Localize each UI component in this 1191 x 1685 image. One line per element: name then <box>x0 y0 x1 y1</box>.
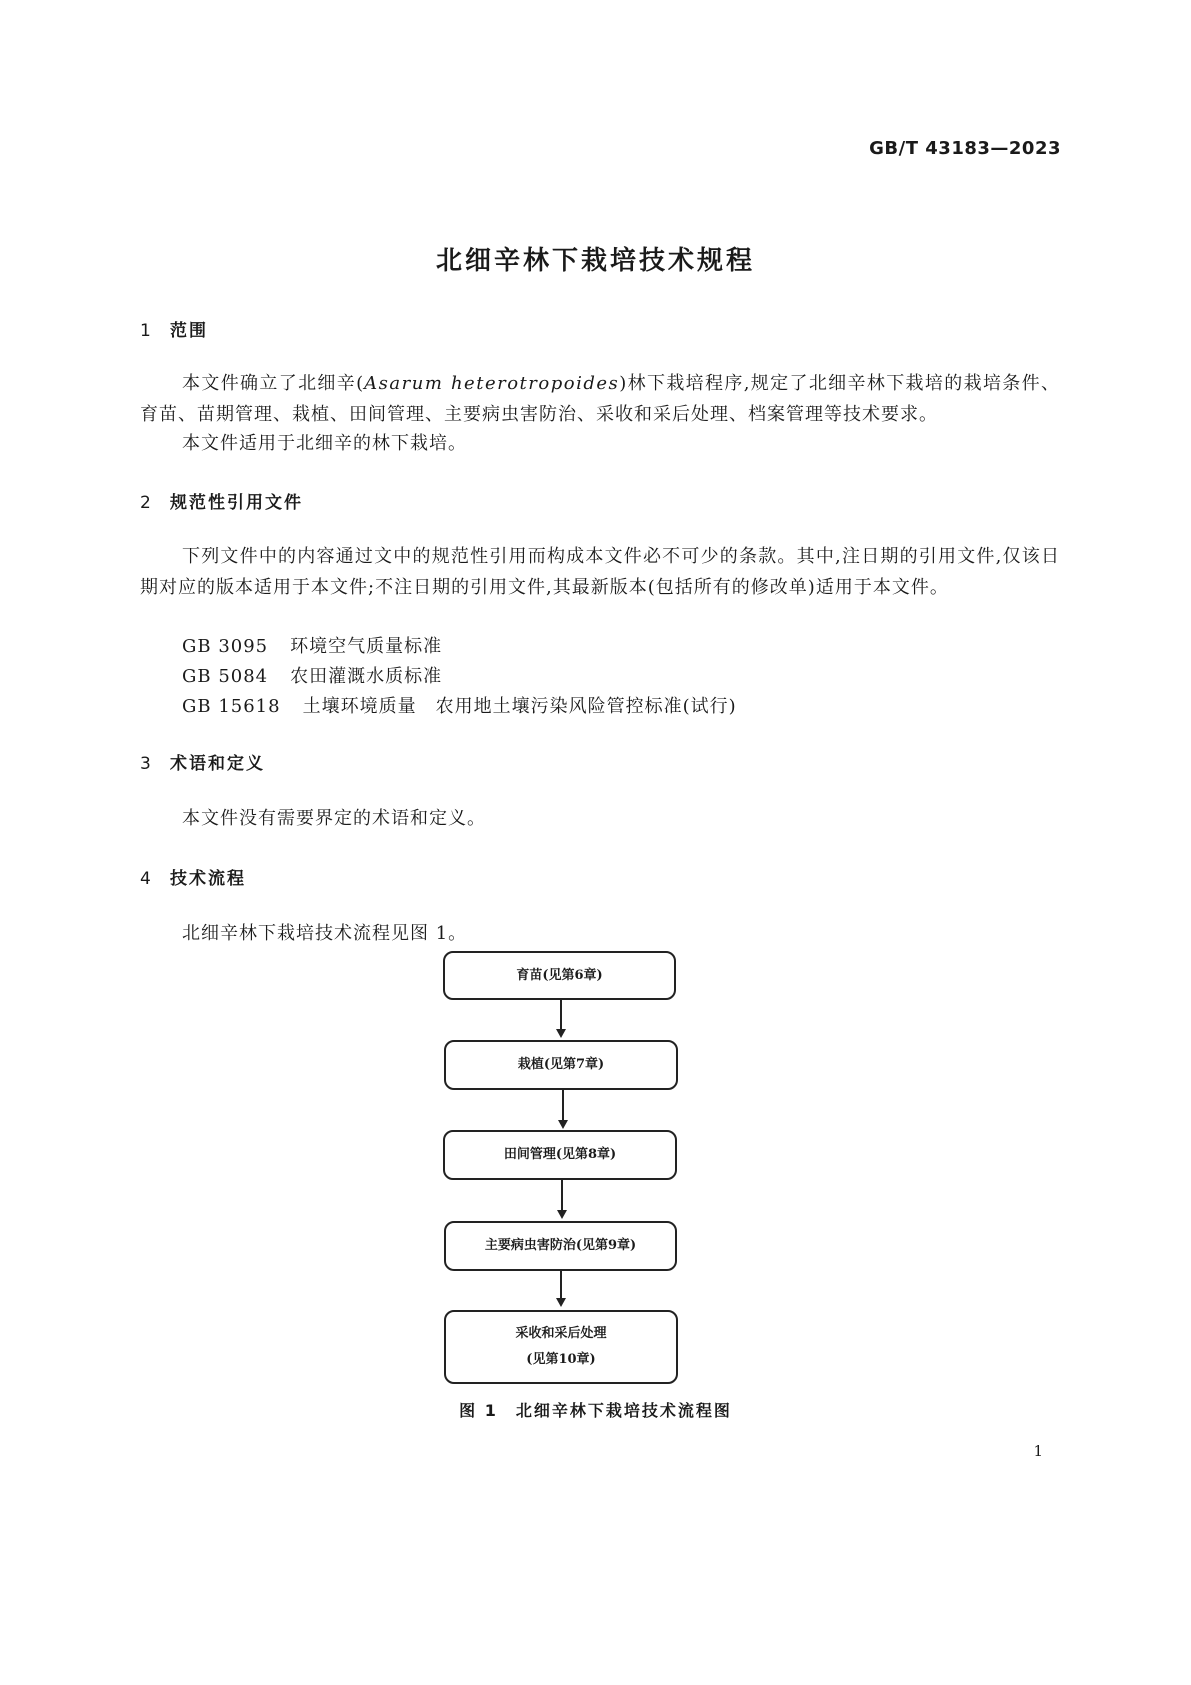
flow-step-pest-control <box>444 1221 677 1271</box>
flow-arrow-line <box>560 1000 562 1030</box>
scope-paragraph-2: 本文件适用于北细辛的林下栽培。 <box>182 433 467 454</box>
flow-arrow-line <box>560 1271 562 1299</box>
arrow-down-icon <box>556 1029 566 1038</box>
section-heading-2 <box>140 488 303 513</box>
standard-code: GB/T 43183—2023 <box>869 138 1061 159</box>
section-heading-3 <box>140 749 265 774</box>
flow-step-label: 采收和采后处理 <box>515 1326 607 1341</box>
arrow-down-icon <box>556 1298 566 1307</box>
flow-step-label: 田间管理(见第8章) <box>503 1147 617 1162</box>
reference-code: GB 5084 <box>182 666 269 687</box>
arrow-down-icon <box>558 1120 568 1129</box>
section-title: 技术流程 <box>170 869 246 889</box>
flow-step-field-management <box>443 1130 677 1180</box>
section-title: 范围 <box>170 321 208 341</box>
flow-step-label: 育苗(见第6章) <box>516 967 603 983</box>
flow-step-label-2: (见第10章) <box>526 1352 596 1367</box>
figure-title: 北细辛林下栽培技术流程图 <box>515 1401 732 1420</box>
scope-text-before: 本文件确立了北细辛( <box>182 373 365 394</box>
flow-step-nursery <box>443 951 676 1000</box>
page-number: 1 <box>1033 1442 1043 1460</box>
reference-title: 环境空气质量标准 <box>290 636 443 657</box>
terms-paragraph: 本文件没有需要界定的术语和定义。 <box>182 808 486 829</box>
latin-name: Asarum heterotropoides <box>364 373 620 394</box>
section-heading-1 <box>140 316 208 341</box>
section-number: 2 <box>140 493 153 513</box>
flow-arrow-line <box>561 1180 563 1211</box>
reference-title: 土壤环境质量 农用地土壤污染风险管控标准(试行) <box>302 696 737 717</box>
reference-title: 农田灌溉水质标准 <box>290 666 443 687</box>
section-number: 4 <box>140 869 153 889</box>
section-heading-4 <box>140 864 246 889</box>
reference-item <box>182 662 442 688</box>
section-title: 规范性引用文件 <box>170 493 303 513</box>
document-title: 北细辛林下栽培技术规程 <box>435 246 755 276</box>
arrow-down-icon <box>557 1210 567 1219</box>
scope-text-after: )林下栽培程序,规定了北细辛林下栽培的栽培条件、育苗、苗期管理、栽植、田间管理、主要病虫害防治、采收和采后处理、档案管理等技术要求。 <box>140 373 1060 425</box>
reference-code: GB 15618 <box>182 696 281 717</box>
flow-step-harvest <box>444 1310 678 1384</box>
figure-caption <box>0 1398 1191 1421</box>
flow-arrow-line <box>562 1090 564 1121</box>
flow-step-planting <box>444 1040 678 1090</box>
flow-step-label: 栽植(见第7章) <box>517 1057 605 1072</box>
section-number: 3 <box>140 754 153 774</box>
figure-label: 图 1 <box>459 1401 498 1420</box>
process-intro: 北细辛林下栽培技术流程见图 1。 <box>182 923 468 944</box>
section-title: 术语和定义 <box>170 754 265 774</box>
normative-intro: 下列文件中的内容通过文中的规范性引用而构成本文件必不可少的条款。其中,注日期的引用文件,仅该日期对应的版本适用于本文件;不注日期的引用文件,其最新版本(包括所有的修改单)适用于本文件。 <box>140 546 1060 598</box>
section-number: 1 <box>140 321 153 341</box>
reference-item <box>182 632 442 658</box>
scope-paragraph-1 <box>140 368 1060 430</box>
reference-code: GB 3095 <box>182 636 269 657</box>
reference-item <box>182 692 737 718</box>
flow-step-label: 主要病虫害防治(见第9章) <box>484 1238 637 1253</box>
